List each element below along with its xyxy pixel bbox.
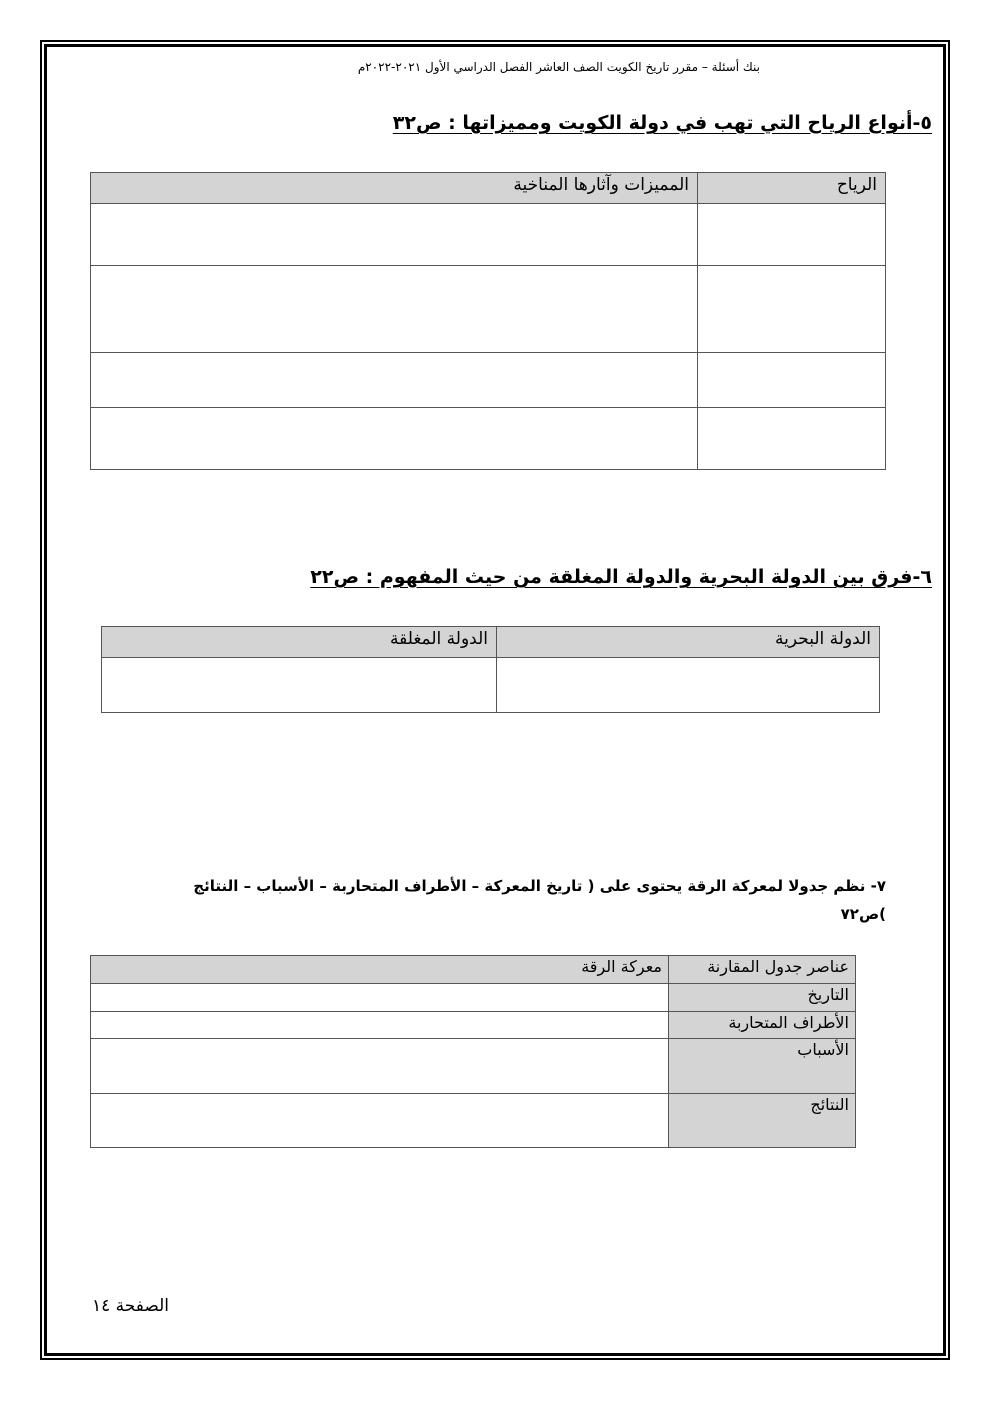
section7-prompt — [126, 872, 886, 928]
section7-prompt-line1: ٧- نظم جدولا لمعركة الرقة يحتوى على ( تاريخ المعركة – الأطراف المتحاربة – الأسباب – النتائج — [193, 877, 886, 895]
answer-cell[interactable] — [698, 266, 886, 353]
landlocked-state-header: الدولة المغلقة — [102, 627, 497, 658]
section6-title: ٦-فرق بين الدولة البحرية والدولة المغلقة من حيث المفهوم : ص٢٢ — [310, 566, 932, 588]
maritime-state-header: الدولة البحرية — [497, 627, 880, 658]
features-col-header: المميزات وآثارها المناخية — [91, 173, 698, 204]
row-label-date: التاريخ — [669, 984, 856, 1012]
answer-cell[interactable] — [698, 408, 886, 470]
answer-cell[interactable] — [91, 353, 698, 408]
answer-cell[interactable] — [91, 204, 698, 266]
answer-cell[interactable] — [91, 408, 698, 470]
row-label-parties: الأطراف المتحاربة — [669, 1012, 856, 1039]
answer-cell[interactable] — [91, 984, 669, 1012]
row-label-results: النتائج — [669, 1094, 856, 1148]
comparison-elements-header: عناصر جدول المقارنة — [669, 956, 856, 984]
answer-cell[interactable] — [698, 204, 886, 266]
battle-header: معركة الرقة — [91, 956, 669, 984]
answer-cell[interactable] — [91, 266, 698, 353]
page-number: الصفحة ١٤ — [92, 1296, 170, 1316]
states-table — [101, 626, 880, 713]
answer-cell[interactable] — [91, 1039, 669, 1094]
row-label-causes: الأسباب — [669, 1039, 856, 1094]
winds-table — [90, 172, 886, 470]
winds-col-header: الرياح — [698, 173, 886, 204]
answer-cell[interactable] — [698, 353, 886, 408]
battle-table — [90, 955, 856, 1148]
section5-title: ٥-أنواع الرياح التي تهب في دولة الكويت ومميزاتها : ص٣٢ — [392, 112, 932, 134]
section7-prompt-line2: )ص٧٢ — [840, 905, 886, 923]
answer-cell[interactable] — [91, 1094, 669, 1148]
answer-cell[interactable] — [497, 658, 880, 713]
answer-cell[interactable] — [102, 658, 497, 713]
page-header: بنك أسئلة – مقرر تاريخ الكويت الصف العاشر الفصل الدراسي الأول ٢٠٢١-٢٠٢٢م — [357, 60, 760, 74]
answer-cell[interactable] — [91, 1012, 669, 1039]
